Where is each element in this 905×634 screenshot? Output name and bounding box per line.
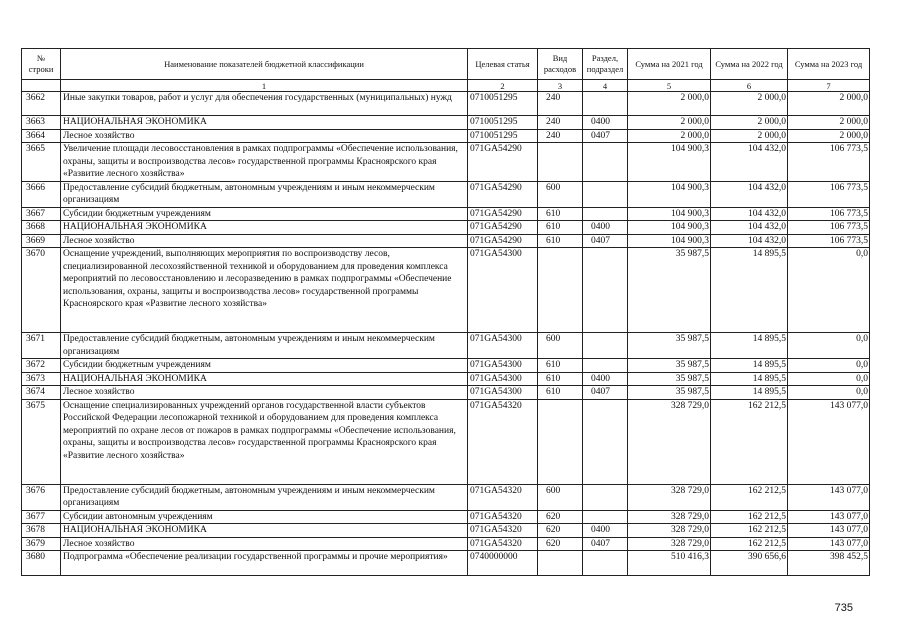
col-number: 7 [788,80,870,92]
table-row [22,129,870,143]
amount-2021: 328 729,0 [628,484,711,510]
expense-type [538,248,583,333]
section-code: 0400 [583,221,628,235]
indicator-name: Лесное хозяйство [61,129,468,143]
table-row [22,372,870,386]
table-row [22,524,870,538]
amount-2021: 510 416,3 [628,551,711,576]
row-number: 3678 [22,524,61,538]
section-code: 0407 [583,234,628,248]
col-number: 3 [538,80,583,92]
amount-2022: 14 895,5 [711,248,788,333]
col-number: 1 [61,80,468,92]
col-number: 4 [583,80,628,92]
amount-2022: 2 000,0 [711,92,788,116]
indicator-name: Предоставление субсидий бюджетным, автономным учреждениям и иным некоммерческим организациям [61,484,468,510]
amount-2021: 2 000,0 [628,129,711,143]
header-num: № строки [22,49,61,80]
indicator-name: НАЦИОНАЛЬНАЯ ЭКОНОМИКА [61,221,468,235]
amount-2023: 143 077,0 [788,510,870,524]
table-row [22,359,870,373]
amount-2022: 14 895,5 [711,372,788,386]
section-code [583,181,628,207]
amount-2022: 14 895,5 [711,386,788,400]
row-number: 3673 [22,372,61,386]
target-article: 071GA54290 [468,207,538,221]
table-row [22,248,870,333]
col-number: 6 [711,80,788,92]
row-number: 3677 [22,510,61,524]
amount-2021: 104 900,3 [628,181,711,207]
indicator-name: Увеличение площади лесовосстановления в рамках подпрограммы «Обеспечение использования, охраны, защиты и воспроизводства лесов» государственной программы Красноярского края «Развитие лесного хозяйства» [61,143,468,182]
expense-type [538,143,583,182]
amount-2023: 2 000,0 [788,116,870,130]
header-type: Вид расходов [538,49,583,80]
header-2021: Сумма на 2021 год [628,49,711,80]
amount-2021: 104 900,3 [628,143,711,182]
amount-2023: 143 077,0 [788,399,870,484]
amount-2023: 106 773,5 [788,221,870,235]
target-article: 071GA54300 [468,372,538,386]
expense-type: 610 [538,386,583,400]
target-article: 071GA54300 [468,333,538,359]
table-row [22,143,870,182]
amount-2023: 2 000,0 [788,129,870,143]
amount-2021: 104 900,3 [628,234,711,248]
amount-2021: 328 729,0 [628,399,711,484]
section-code [583,359,628,373]
amount-2022: 104 432,0 [711,181,788,207]
amount-2023: 143 077,0 [788,484,870,510]
row-number: 3672 [22,359,61,373]
amount-2021: 328 729,0 [628,510,711,524]
section-code: 0407 [583,386,628,400]
header-2022: Сумма на 2022 год [711,49,788,80]
amount-2021: 104 900,3 [628,207,711,221]
amount-2023: 106 773,5 [788,143,870,182]
amount-2023: 143 077,0 [788,537,870,551]
expense-type: 620 [538,524,583,538]
expense-type: 600 [538,484,583,510]
indicator-name: Подпрограмма «Обеспечение реализации государственной программы и прочие мероприятия» [61,551,468,576]
indicator-name: Предоставление субсидий бюджетным, автономным учреждениям и иным некоммерческим организациям [61,333,468,359]
amount-2022: 162 212,5 [711,537,788,551]
section-code [583,207,628,221]
amount-2021: 35 987,5 [628,386,711,400]
row-number: 3670 [22,248,61,333]
row-number: 3662 [22,92,61,116]
amount-2021: 104 900,3 [628,221,711,235]
table-row [22,234,870,248]
table-row [22,484,870,510]
amount-2021: 35 987,5 [628,372,711,386]
indicator-name: Оснащение учреждений, выполняющих мероприятия по воспроизводству лесов, специализированной лесохозяйственной техникой и оборудованием для проведения комплекса мероприятий по лесовосстановлению и лесоразведению в рамках подпрограммы «Обеспечение использования, охраны, защиты и воспроизводства лесов» государственной программы Красноярского края «Развитие лесного хозяйства» [61,248,468,333]
table-row [22,399,870,484]
target-article: 071GA54300 [468,386,538,400]
target-article: 071GA54290 [468,234,538,248]
expense-type: 620 [538,537,583,551]
header-code: Целевая статья [468,49,538,80]
table-row [22,551,870,576]
section-code [583,248,628,333]
amount-2022: 104 432,0 [711,234,788,248]
amount-2023: 0,0 [788,333,870,359]
expense-type: 610 [538,372,583,386]
target-article: 0710051295 [468,116,538,130]
amount-2021: 328 729,0 [628,524,711,538]
table-row [22,116,870,130]
section-code [583,333,628,359]
table-row [22,333,870,359]
column-number-row [22,80,870,92]
table-row [22,386,870,400]
col-number: 5 [628,80,711,92]
budget-table-container [21,48,870,576]
row-number: 3669 [22,234,61,248]
expense-type: 620 [538,510,583,524]
amount-2023: 0,0 [788,386,870,400]
row-number: 3674 [22,386,61,400]
indicator-name: Предоставление субсидий бюджетным, автономным учреждениям и иным некоммерческим организациям [61,181,468,207]
amount-2021: 2 000,0 [628,116,711,130]
expense-type: 240 [538,116,583,130]
amount-2023: 106 773,5 [788,181,870,207]
amount-2022: 2 000,0 [711,116,788,130]
amount-2022: 14 895,5 [711,359,788,373]
amount-2022: 104 432,0 [711,221,788,235]
budget-table [21,48,870,576]
row-number: 3665 [22,143,61,182]
section-code: 0407 [583,129,628,143]
indicator-name: Лесное хозяйство [61,234,468,248]
indicator-name: Субсидии бюджетным учреждениям [61,207,468,221]
target-article: 071GA54300 [468,359,538,373]
row-number: 3667 [22,207,61,221]
indicator-name: Субсидии бюджетным учреждениям [61,359,468,373]
amount-2023: 0,0 [788,248,870,333]
indicator-name: НАЦИОНАЛЬНАЯ ЭКОНОМИКА [61,116,468,130]
section-code [583,399,628,484]
expense-type: 240 [538,129,583,143]
row-number: 3666 [22,181,61,207]
indicator-name: Лесное хозяйство [61,386,468,400]
expense-type: 240 [538,92,583,116]
target-article: 071GA54320 [468,484,538,510]
target-article: 071GA54320 [468,510,538,524]
header-row [22,49,870,80]
amount-2021: 35 987,5 [628,359,711,373]
expense-type: 610 [538,234,583,248]
indicator-name: НАЦИОНАЛЬНАЯ ЭКОНОМИКА [61,372,468,386]
target-article: 0710051295 [468,92,538,116]
amount-2022: 104 432,0 [711,143,788,182]
amount-2023: 0,0 [788,359,870,373]
table-row [22,181,870,207]
table-row [22,221,870,235]
expense-type [538,551,583,576]
amount-2021: 328 729,0 [628,537,711,551]
amount-2022: 162 212,5 [711,510,788,524]
expense-type: 610 [538,207,583,221]
section-code [583,510,628,524]
section-code [583,551,628,576]
expense-type: 610 [538,359,583,373]
col-number [22,80,61,92]
section-code: 0400 [583,372,628,386]
expense-type: 600 [538,181,583,207]
target-article: 071GA54320 [468,524,538,538]
target-article: 0740000000 [468,551,538,576]
indicator-name: НАЦИОНАЛЬНАЯ ЭКОНОМИКА [61,524,468,538]
section-code [583,92,628,116]
table-row [22,510,870,524]
amount-2023: 2 000,0 [788,92,870,116]
col-number: 2 [468,80,538,92]
row-number: 3664 [22,129,61,143]
row-number: 3679 [22,537,61,551]
table-row [22,92,870,116]
target-article: 071GA54320 [468,537,538,551]
amount-2022: 14 895,5 [711,333,788,359]
target-article: 0710051295 [468,129,538,143]
row-number: 3663 [22,116,61,130]
section-code [583,484,628,510]
amount-2022: 390 656,6 [711,551,788,576]
table-row [22,537,870,551]
section-code: 0407 [583,537,628,551]
row-number: 3676 [22,484,61,510]
amount-2021: 2 000,0 [628,92,711,116]
target-article: 071GA54320 [468,399,538,484]
table-body [22,92,870,576]
amount-2022: 162 212,5 [711,399,788,484]
amount-2023: 143 077,0 [788,524,870,538]
amount-2022: 104 432,0 [711,207,788,221]
amount-2023: 106 773,5 [788,207,870,221]
table-row [22,207,870,221]
target-article: 071GA54290 [468,221,538,235]
expense-type [538,399,583,484]
amount-2022: 2 000,0 [711,129,788,143]
page-number: 735 [834,602,853,614]
section-code [583,143,628,182]
amount-2023: 106 773,5 [788,234,870,248]
amount-2023: 398 452,5 [788,551,870,576]
section-code: 0400 [583,524,628,538]
indicator-name: Лесное хозяйство [61,537,468,551]
target-article: 071GA54290 [468,181,538,207]
row-number: 3675 [22,399,61,484]
amount-2021: 35 987,5 [628,248,711,333]
target-article: 071GA54300 [468,248,538,333]
amount-2023: 0,0 [788,372,870,386]
section-code: 0400 [583,116,628,130]
indicator-name: Оснащение специализированных учреждений органов государственной власти субъектов Российской Федерации лесопожарной техникой и оборудованием для проведения комплекса мероприятий по охране лесов от пожаров в рамках подпрограммы «Обеспечение использования, охраны, защиты и воспроизводства лесов» государственной программы Красноярского края «Развитие лесного хозяйства» [61,399,468,484]
expense-type: 600 [538,333,583,359]
row-number: 3671 [22,333,61,359]
amount-2022: 162 212,5 [711,484,788,510]
indicator-name: Субсидии автономным учреждениям [61,510,468,524]
header-2023: Сумма на 2023 год [788,49,870,80]
header-section: Раздел, подраздел [583,49,628,80]
amount-2022: 162 212,5 [711,524,788,538]
indicator-name: Иные закупки товаров, работ и услуг для обеспечения государственных (муниципальных) нужд [61,92,468,116]
expense-type: 610 [538,221,583,235]
row-number: 3668 [22,221,61,235]
header-name: Наименование показателей бюджетной классификации [61,49,468,80]
amount-2021: 35 987,5 [628,333,711,359]
target-article: 071GA54290 [468,143,538,182]
row-number: 3680 [22,551,61,576]
